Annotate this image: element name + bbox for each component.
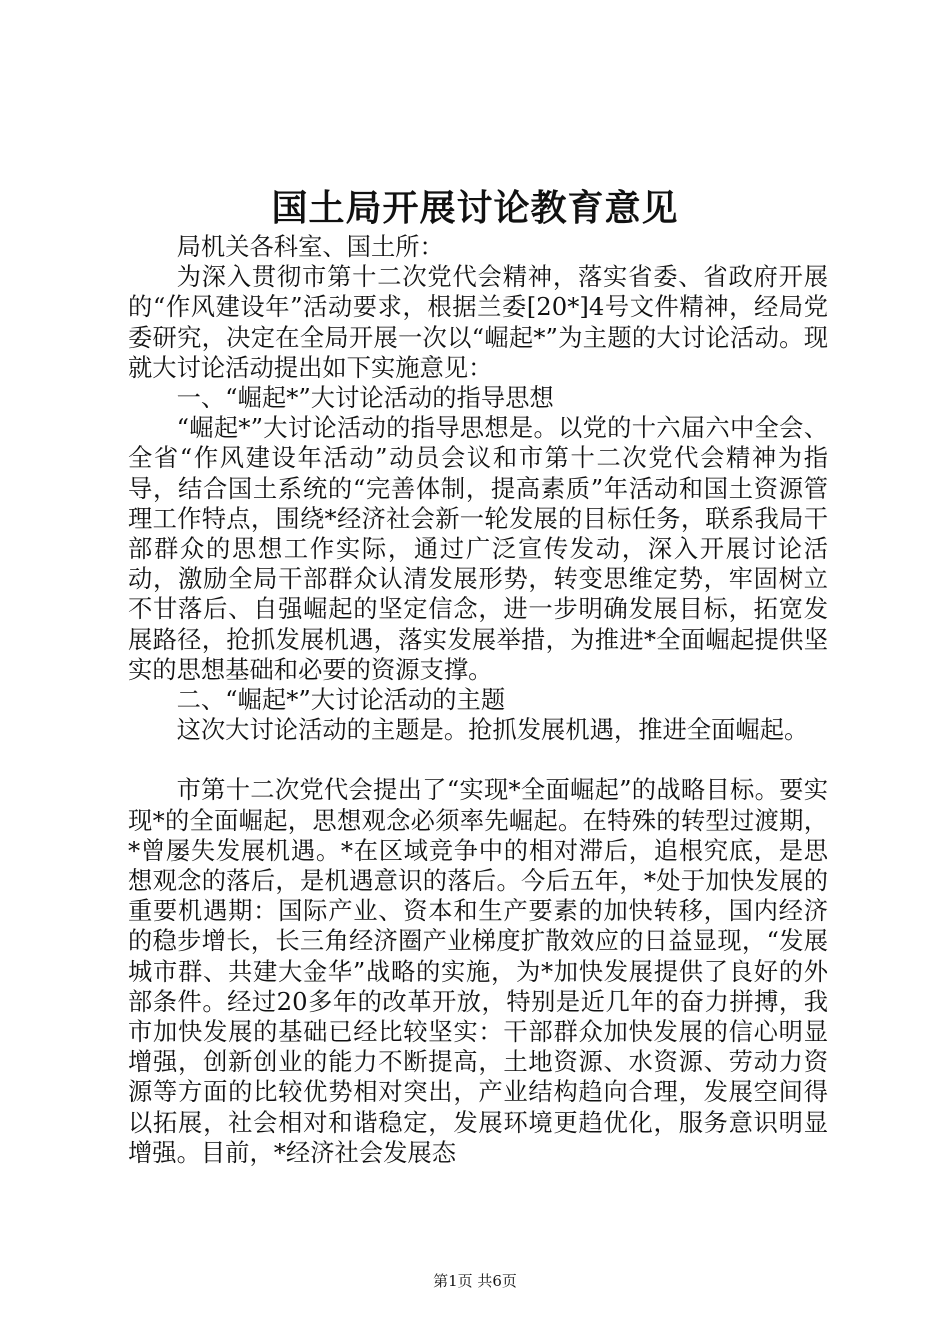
document-body [128,232,828,1168]
paragraph-theme: 这次大讨论活动的主题是。抢抓发展机遇，推进全面崛起。 [176,715,809,745]
paragraph-guiding-thought: “崛起*”大讨论活动的指导思想是。以党的十六届六中全会、全省“作风建设年活动”动员会议和市第十二次党代会精神为指导，结合国土系统的“完善体制，提高素质”年活动和国土资源管理工作特点，围绕*经济社会新一轮发展的目标任务，联系我局干部群众的思想工作实际，通过广泛宣传发动，深入开展讨论活动，激励全局干部群众认清发展形势，转变思维定势，牢固树立不甘落后、自强崛起的坚定信念，进一步明确发展目标，拓宽发展路径，抢抓发展机遇，落实发展举措，为推进*全面崛起提供坚实的思想基础和必要的资源支撑。 [128,413,828,684]
paragraph-intro: 为深入贯彻市第十二次党代会精神，落实省委、省政府开展的“作风建设年”活动要求，根据兰委[20*]4号文件精神，经局党委研究，决定在全局开展一次以“崛起*”为主题的大讨论活动。现就大讨论活动提出如下实施意见： [128,262,828,382]
page-number-footer: 第1页 共6页 [433,1272,517,1290]
section-heading-1: 一、“崛起*”大讨论活动的指导思想 [176,383,554,413]
paragraph-strategy: 市第十二次党代会提出了“实现*全面崛起”的战略目标。要实现*的全面崛起，思想观念必须率先崛起。在特殊的转型过渡期，*曾屡失发展机遇。*在区域竞争中的相对滞后，追根究底，是思想观念的落后，是机遇意识的落后。今后五年，*处于加快发展的重要机遇期：国际产业、资本和生产要素的加快转移，国内经济的稳步增长，长三角经济圈产业梯度扩散效应的日益显现，“发展城市群、共建大金华”战略的实施，为*加快发展提供了良好的外部条件。经过20多年的改革开放，特别是近几年的奋力拼搏，我市加快发展的基础已经比较坚实：干部群众加快发展的信心明显增强，创新创业的能力不断提高，土地资源、水资源、劳动力资源等方面的比较优势相对突出，产业结构趋向合理，发展空间得以拓展，社会相对和谐稳定，发展环境更趋优化，服务意识明显增强。目前，*经济社会发展态 [128,775,828,1167]
section-heading-2: 二、“崛起*”大讨论活动的主题 [176,685,506,715]
salutation: 局机关各科室、国土所： [176,232,444,261]
document-title: 国土局开展讨论教育意见 [271,187,679,229]
